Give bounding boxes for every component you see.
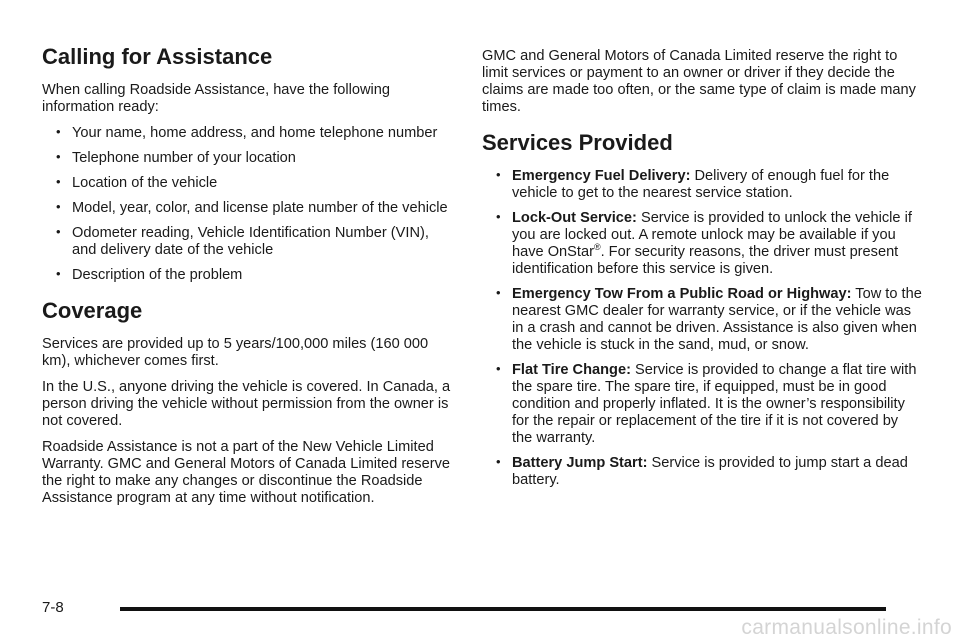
- heading-coverage: Coverage: [42, 298, 143, 323]
- bullet-icon: •: [496, 285, 501, 300]
- service-text: Service is provided to change a flat tire with the spare tire. The spare tire, if equipped, must be in good condition and properly inflated. It is the owner’s responsibility for the repair or replacement of the tire if it is not covered by the warranty.: [512, 362, 917, 446]
- service-term: Battery Jump Start:: [512, 455, 648, 471]
- heading-services-provided: Services Provided: [482, 130, 673, 155]
- list-item-text: Location of the vehicle: [72, 175, 218, 191]
- service-item: [482, 362, 922, 447]
- list-item: [42, 225, 454, 259]
- right-column: [482, 48, 922, 503]
- list-item: [42, 175, 454, 192]
- service-term: Lock-Out Service:: [512, 210, 637, 226]
- service-item: [482, 455, 922, 489]
- bullet-icon: •: [56, 266, 61, 281]
- bullet-icon: •: [496, 209, 501, 224]
- calling-intro: When calling Roadside Assistance, have the following information ready:: [42, 82, 391, 115]
- service-item: [482, 210, 922, 278]
- info-list: [42, 125, 454, 284]
- service-term: Flat Tire Change:: [512, 362, 631, 378]
- bullet-icon: •: [56, 149, 61, 164]
- page-number: 7-8: [42, 599, 64, 616]
- list-item: [42, 267, 454, 284]
- left-column: [42, 44, 454, 516]
- services-list: [482, 168, 922, 489]
- service-item: [482, 286, 922, 354]
- list-item-text: Odometer reading, Vehicle Identification Number (VIN), and delivery date of the vehicle: [72, 225, 429, 258]
- service-text: Service is provided to jump start a dead battery.: [512, 455, 908, 488]
- bullet-icon: •: [56, 174, 61, 189]
- footer-rule: [120, 607, 886, 611]
- registered-mark: ®: [593, 242, 601, 253]
- list-item-text: Telephone number of your location: [72, 150, 296, 166]
- service-text: Tow to the nearest GMC dealer for warranty service, or if the vehicle was in a crash and cannot be driven. Assistance is also given when the vehicle is stuck in the sand, mud, or snow.: [512, 286, 922, 353]
- bullet-icon: •: [56, 124, 61, 139]
- bullet-icon: •: [56, 224, 61, 239]
- heading-calling-for-assistance: Calling for Assistance: [42, 44, 273, 69]
- watermark-text: carmanualsonline.info: [741, 616, 952, 639]
- list-item: [42, 125, 454, 142]
- list-item: [42, 200, 454, 217]
- bullet-icon: •: [56, 199, 61, 214]
- coverage-paragraph: Roadside Assistance is not a part of the New Vehicle Limited Warranty. GMC and General Motors of Canada Limited reserve the right to make any changes or discontinue the Roadside Assistance program at any time without notification.: [42, 439, 450, 506]
- bullet-icon: •: [496, 167, 501, 182]
- service-term: Emergency Tow From a Public Road or Highway:: [512, 286, 852, 302]
- bullet-icon: •: [496, 361, 501, 376]
- coverage-paragraph: In the U.S., anyone driving the vehicle is covered. In Canada, a person driving the vehicle without permission from the owner is not covered.: [42, 379, 451, 429]
- service-text: . For security reasons, the driver must present identification before this service is given.: [512, 244, 899, 277]
- list-item-text: Model, year, color, and license plate number of the vehicle: [72, 200, 448, 216]
- list-item: [42, 150, 454, 167]
- service-term: Emergency Fuel Delivery:: [512, 168, 691, 184]
- service-item: [482, 168, 922, 202]
- service-text: Service is provided to unlock the vehicle if you are locked out. A remote unlock may be available if you have OnStar: [512, 210, 912, 260]
- list-item-text: Your name, home address, and home telephone number: [72, 125, 438, 141]
- limits-paragraph: GMC and General Motors of Canada Limited reserve the right to limit services or payment to an owner or driver if they decide the claims are made too often, or the same type of claim is made many times.: [482, 48, 916, 115]
- bullet-icon: •: [496, 454, 501, 469]
- service-text: Delivery of enough fuel for the vehicle to get to the nearest service station.: [512, 168, 890, 201]
- coverage-paragraph: Services are provided up to 5 years/100,000 miles (160 000 km), whichever comes first.: [42, 336, 429, 369]
- list-item-text: Description of the problem: [72, 267, 243, 283]
